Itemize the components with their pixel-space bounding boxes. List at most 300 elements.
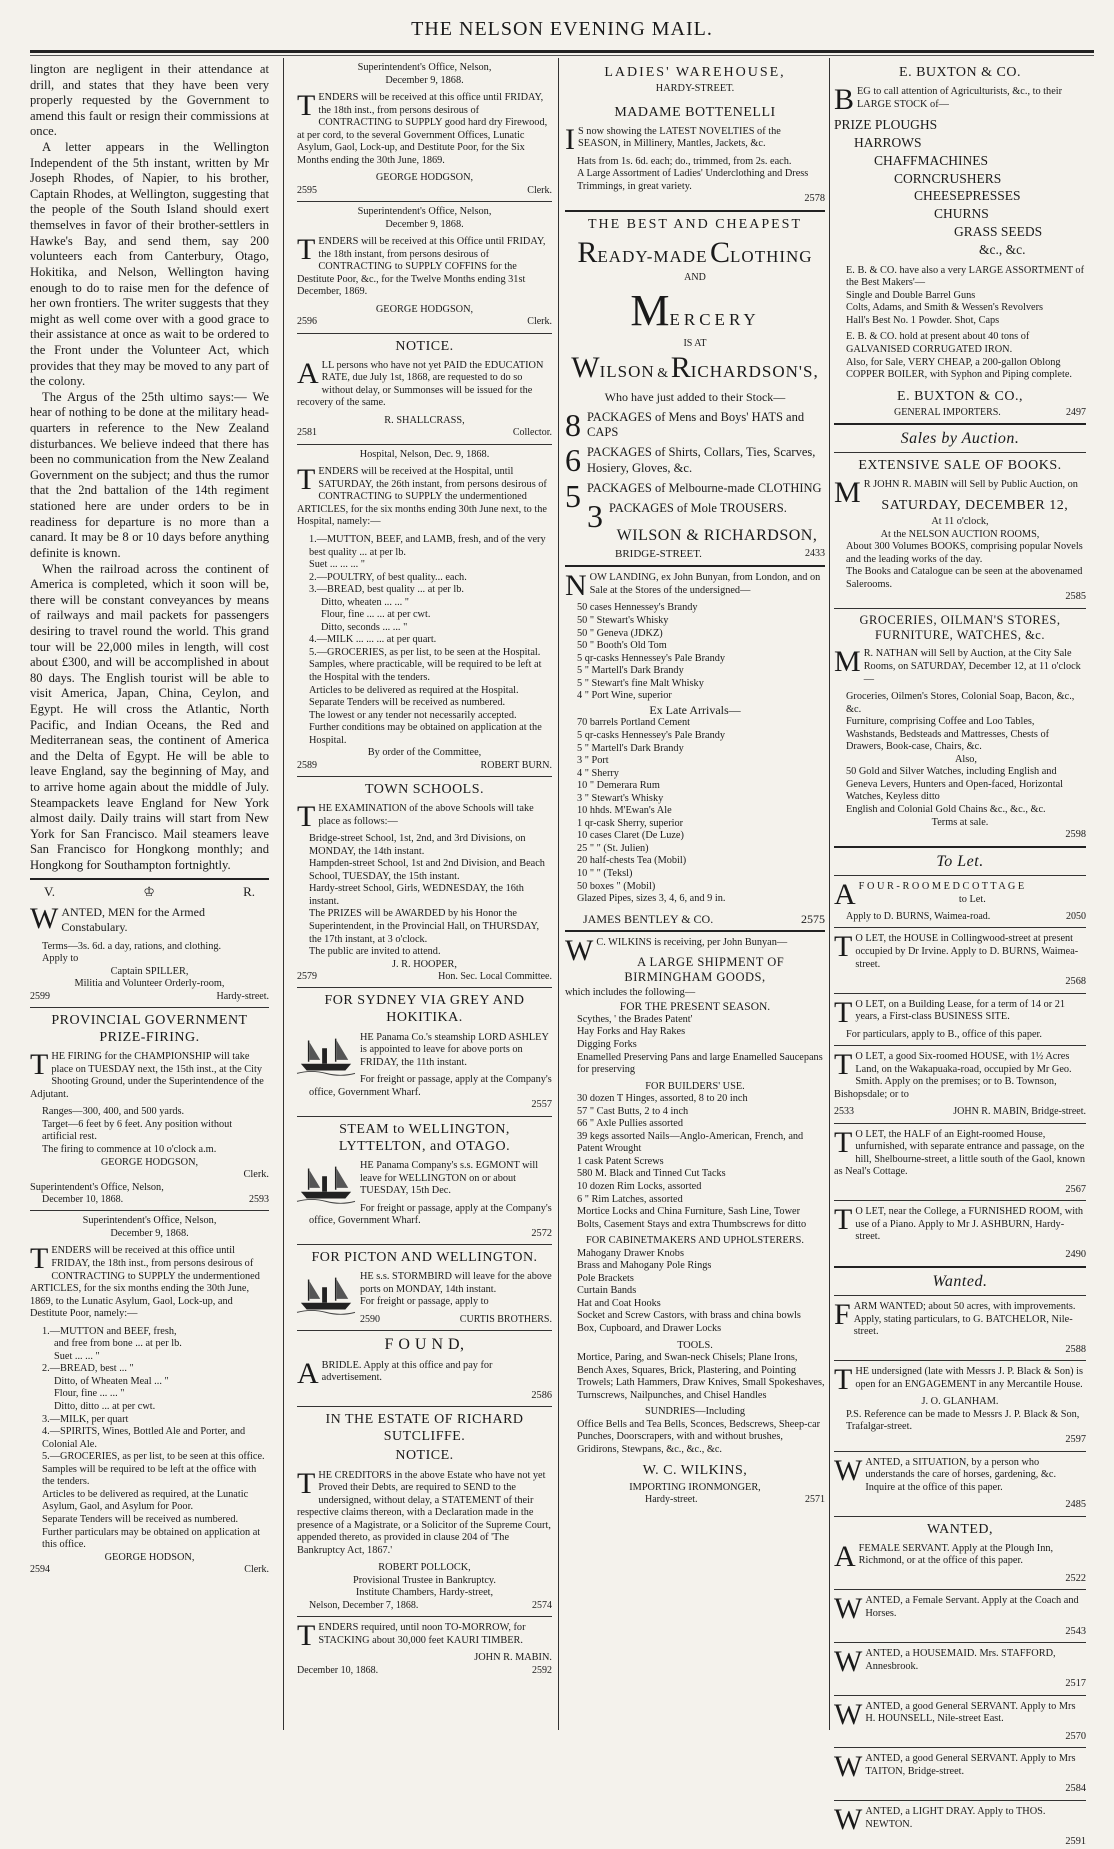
list-item: Mortice Locks and China Furniture, Sash Line, Tower Bolts, Casement Stays and extra Thumbscrews for ditto — [577, 1206, 807, 1230]
ad-ref: 2050 — [1066, 911, 1086, 923]
steamship-icon — [297, 1034, 355, 1076]
ad-body: ENDERS will be received at this office until FRIDAY, the 18th inst., from persons desirous of CONTRACTING to SUPPLY good hard dry Firewood, at per cord, to the several Government Offices, Lunatic Asylum, Gaol, Lock-up, and Destitute Poor, for the Six Months ending the 30th June, 1869. — [297, 92, 548, 166]
ad-signature: R. SHALLCRASS, — [384, 414, 465, 426]
article-paragraph: lington are negligent in their attendance at drill, and states that they have been very properly requested by the Government to amend this fault or resign their commissions at once. — [30, 62, 269, 139]
steamship-icon — [297, 1273, 355, 1315]
ad-nathan — [834, 645, 1086, 686]
column-divider — [558, 58, 559, 1730]
ad-signature: JOHN R. MABIN, Bridge-street. — [953, 1106, 1086, 1118]
list-item: &c., &c. — [979, 241, 1026, 257]
ad-madame — [565, 122, 825, 156]
ad-line: Articles to be delivered as required, at the Lunatic Asylum, Gaol, and Asylum for Poor. — [42, 1488, 249, 1513]
ad-body: EG to call attention of Agriculturists, &c., to their LARGE STOCK of— — [857, 86, 1063, 110]
ad-line: The public are invited to attend. — [309, 946, 441, 958]
list-item: 3 " Stewart's Whisky — [577, 792, 664, 804]
ad-line: About 300 Volumes BOOKS, comprising popular Novels and the leading works of the day. — [846, 541, 1083, 565]
ad-body: HE Panama Co.'s steamship LORD ASHLEY is appointed to leave for above ports on FRIDAY, the 11th instant. — [360, 1031, 549, 1068]
ad-footer — [297, 1665, 552, 1677]
divider — [297, 1406, 552, 1407]
ad-footer — [297, 427, 552, 439]
ad-ref: 2490 — [1065, 1248, 1086, 1260]
ad-line: Who have just added to their Stock— — [604, 390, 786, 405]
vr-heading — [30, 884, 269, 900]
list-item: 3.—MILK, per quart — [42, 1413, 129, 1425]
ad-signature: Captain SPILLER, — [110, 965, 189, 977]
package-item — [565, 442, 825, 479]
divider — [297, 1330, 552, 1331]
drop-cap: A — [297, 356, 319, 390]
ad-date: Nelson, December 7, 1868. — [309, 1600, 419, 1611]
ad-date: December 10, 1868. — [42, 1194, 124, 1206]
list-item: 10 " Demerara Rum — [577, 780, 660, 792]
drop-cap: T — [297, 1466, 316, 1500]
drop-cap: W — [834, 1453, 863, 1487]
ad-body: R. NATHAN will Sell by Auction, at the City Sale Rooms, on SATURDAY, December 12, at 11 o'clock— — [863, 648, 1081, 685]
list-item: 1.—MUTTON and BEEF, fresh, — [42, 1325, 177, 1337]
list-item: 20 half-chests Tea (Mobil) — [577, 855, 687, 867]
ad-body: O LET, the HALF of an Eight-roomed House, unfurnished, with separate entrance and passage, on the hill, Shelbourne-street, a little south of the Gaol, known as Neal's Cottage. — [834, 1128, 1085, 1178]
ad-footer — [297, 1600, 552, 1612]
ad-body: F O U R - R O O M E D C O T T A G E — [858, 881, 1025, 893]
ad-body: FEMALE SERVANT. Apply at the Plough Inn, Richmond, or at the office of this paper. — [858, 1542, 1054, 1567]
ad-title: FOR PICTON AND WELLINGTON. — [311, 1250, 538, 1266]
ad-title: IN THE ESTATE OF RICHARD SUTCLIFFE. — [325, 1412, 524, 1445]
list-item: 4 " Sherry — [577, 767, 619, 779]
ad-wanted — [834, 1750, 1086, 1784]
ad-body: ANTED, a LIGHT DRAY. Apply to THOS. NEWTON. — [865, 1805, 1046, 1830]
list-item: 5 " Martell's Dark Brandy — [577, 742, 684, 754]
list-item: Ditto, seconds ... ... " — [321, 621, 408, 633]
ad-body: ANTED, a good General SERVANT. Apply to Mrs H. HOUNSELL, Nile-street East. — [865, 1700, 1076, 1725]
ad-display-line — [565, 235, 825, 272]
ad-body: ANTED, MEN for the Armed Constabulary. — [61, 904, 205, 935]
ad-wanted — [834, 1645, 1086, 1679]
ad-ref: 2595 — [297, 184, 317, 196]
ad-body: ANTED, a HOUSEMAID. Mrs. STAFFORD, Annesbrook. — [865, 1648, 1056, 1672]
ad-line: The firing to commence at 10 o'clock a.m. — [42, 1144, 217, 1155]
ad-sydney-steamer — [297, 1032, 552, 1070]
list-item: Brass and Mahogany Pole Rings — [577, 1260, 712, 1272]
list-item: Hall's Best No. 1 Powder. Shot, Caps — [846, 314, 1000, 326]
article-paragraph: A letter appears in the Wellington Independent of the 5th instant, written by Mr Joseph Rhodes, of Napier, to his brother, Captain Rhodes, at Wellington, suggesting that the people of the South Island should exert themselves in favor of their brother-settlers in Hawke's Bay, and send them, say 200 volunteers each from Canterbury, Otago, Hokitika, and Nelson, Wellington having enough to do to raise men for the defence of her own frontiers. The writer suggests that they might as well come over with a good grace to their assistance at once as wait to be ordered to the Front under the Volunteer Act, which provides that they may be moved to any part of the colony. — [30, 140, 269, 389]
ad-ref: 2596 — [297, 316, 317, 328]
drop-cap: W — [834, 1592, 863, 1626]
list-item: CHEESEPRESSES — [914, 188, 1021, 204]
ad-signature: JOHN R. MABIN. — [474, 1652, 552, 1664]
list-item: Enamelled Preserving Pans and large Enamelled Saucepans for preserving — [577, 1051, 823, 1076]
divider — [834, 927, 1086, 928]
list-item: 39 kegs assorted Nails—Anglo-American, French, and Patent Wrought — [577, 1130, 804, 1155]
list-item: 66 " Axle Pullies assorted — [577, 1118, 684, 1130]
initial: W — [571, 350, 600, 384]
ad-line: Terms—3s. 6d. a day, rations, and clothing. — [42, 940, 222, 952]
ad-buxton — [834, 83, 1086, 117]
ad-signature: ROBERT BURN. — [480, 759, 552, 771]
display-word: ERCERY — [669, 309, 760, 329]
list-item: Box, Cupboard, and Drawer Locks — [577, 1323, 722, 1334]
ad-line: Clerk. — [527, 316, 552, 328]
ad-signature: E. BUXTON & CO., — [897, 388, 1023, 404]
ad-line: Collector. — [512, 427, 552, 439]
display-word: EADY-MADE — [597, 247, 708, 267]
ad-line: For freight or passage, apply to — [360, 1296, 489, 1308]
ad-footer — [360, 1314, 552, 1326]
column-2 — [297, 62, 552, 1728]
package-text: PACKAGES of Shirts, Collars, Ties, Scarves, Hosiery, Gloves, &c. — [587, 445, 816, 475]
drop-cap: W — [834, 1750, 863, 1784]
ad-cottage — [834, 878, 1086, 912]
list-item: Bridge-street School, 1st, 2nd, and 3rd Divisions, on MONDAY, the 14th instant. — [309, 833, 526, 857]
ad-line: Superintendent's Office, Nelson, — [30, 1181, 164, 1193]
list-item: Hay Forks and Hay Rakes — [577, 1026, 686, 1038]
list-item: 2.—POULTRY, of best quality... each. — [309, 571, 467, 583]
ad-ref: 2594 — [30, 1564, 50, 1576]
ad-body: BRIDLE. Apply at this office and pay for advertisement. — [321, 1359, 493, 1384]
ad-ref: 2581 — [297, 427, 317, 439]
drop-cap: T — [297, 1619, 316, 1653]
ad-display-line — [565, 284, 825, 338]
ad-signature: W. C. WILKINS, — [642, 1463, 748, 1479]
ad-subtitle: SUNDRIES—Including — [644, 1406, 746, 1418]
list-item: 1 qr-cask Sherry, superior — [577, 817, 684, 829]
ad-line: Hardy-street. — [216, 990, 269, 1002]
ad-title: WANTED, — [926, 1521, 994, 1537]
display-word: & — [657, 365, 669, 381]
ad-body: HE FIRING for the CHAMPIONSHIP will take place on TUESDAY next, the 15th inst., at the City Shooting Ground, under the Superintendence of the Adjutant. — [30, 1051, 264, 1100]
list-item: 50 cases Hennessey's Brandy — [577, 602, 698, 614]
ad-line: Institute Chambers, Hardy-street, — [355, 1587, 494, 1599]
ad-line: P.S. Reference can be made to Messrs J. P. Black & Son, Trafalgar-street. — [846, 1408, 1080, 1433]
ad-line: The PRIZES will be AWARDED by his Honor the Superintendent, in the Provincial Hall, on THURSDAY, the 17th instant, at 3 o'clock. — [309, 908, 540, 945]
list-item: CHURNS — [934, 206, 989, 222]
drop-cap: T — [30, 1048, 49, 1082]
ad-title: SATURDAY, DECEMBER 12, — [881, 498, 1069, 513]
ad-body: C. WILKINS is receiving, per John Bunyan— — [596, 937, 788, 949]
ad-date: December 9, 1868. — [110, 1227, 189, 1239]
ad-subtitle: FOR BUILDERS' USE. — [645, 1080, 745, 1092]
column-divider — [283, 58, 284, 1730]
ad-wanted-men — [30, 901, 269, 936]
ad-title: A LARGE SHIPMENT OF BIRMINGHAM GOODS, — [624, 954, 785, 985]
drop-cap: M — [834, 476, 861, 510]
ad-footer — [30, 1194, 269, 1206]
ad-title: E. BUXTON & CO. — [899, 65, 1021, 80]
ad-stormbird-steamer — [297, 1271, 552, 1309]
list-item: 6 " Rim Latches, assorted — [577, 1193, 683, 1205]
divider — [834, 846, 1086, 848]
ad-line: Separate Tenders will be received as numbered. Further particulars may be obtained on application at this office. — [42, 1513, 261, 1551]
ad-subtitle: Ex Late Arrivals— — [649, 702, 741, 717]
landing-items — [565, 602, 825, 702]
ad-line: At the NELSON AUCTION ROOMS, — [880, 528, 1040, 540]
ad-footer — [297, 760, 552, 772]
ad-body: HE CREDITORS in the above Estate who have not yet Proved their Debts, are required to SEND to the undersigned, without delay, a STATEMENT of their respective claims thereon, with a Declaration made in the presence of a Magistrate, or a Solicitor of the Supreme Court, appended thereto, as provided in clause 204 of 'The Bankruptcy Act, 1867.' — [297, 1469, 551, 1556]
list-item: 10 dozen Rim Locks, assorted — [577, 1180, 702, 1192]
ad-body: O LET, a good Six-roomed HOUSE, with 1½ Acres Land, on the Wakapuaka-road, occupied by Mr Geo. Smith. Apply on the premises; or to B. Townson, Bishopsdale; or to — [834, 1051, 1072, 1100]
ad-body: ENDERS will be received at the Hospital, until SATURDAY, the 26th instant, from persons desirous of CONTRACTING to SUPPLY the undermentioned ARTICLES, for the six months ending 30th June next, to the Hospital, namely:— — [297, 466, 547, 528]
divider — [834, 1516, 1086, 1517]
divider — [565, 930, 825, 932]
divider — [834, 1123, 1086, 1124]
list-item: Hampden-street School, 1st and 2nd Division, and Beach School, TUESDAY, the 15th instant. — [309, 858, 545, 882]
divider — [834, 423, 1086, 425]
ad-subtitle: NOTICE. — [395, 1448, 454, 1464]
list-item: CORNCRUSHERS — [894, 170, 1002, 186]
column-1 — [30, 62, 269, 1728]
ad-found — [297, 1356, 552, 1390]
list-item: HARROWS — [854, 134, 922, 150]
article-paragraph: The Argus of the 25th ultimo says:— We hear of nothing to be done at the military head-quarters in reference to the New Zealand disturbances. We believe indeed that there has been no communication from the New Zealand Government on the subject; and thus the rumor that the 2nd battalion of the 14th regiment stationed here are under orders to be in readiness for departure is no more than a canard. It may be 8 or 10 days before anything definite is known. — [30, 389, 269, 560]
season-items — [565, 1014, 825, 1077]
ad-line: Superintendent's Office, Nelson, — [82, 1215, 217, 1227]
divider — [30, 1210, 269, 1211]
list-item: Socket and Screw Castors, with brass and china bowls — [577, 1310, 801, 1322]
ad-line: For freight or passage, apply at the Company's office, Government Wharf. — [309, 1202, 552, 1227]
ad-tenders — [30, 1242, 269, 1320]
drop-cap: T — [834, 1363, 853, 1397]
list-item: 10 " " (Teksl) — [577, 868, 633, 879]
list-item: Suet ... ... " — [54, 1350, 100, 1362]
drop-cap: T — [834, 930, 853, 964]
ad-signature: CURTIS BROTHERS. — [459, 1313, 552, 1325]
package-text: PACKAGES of Melbourne-made CLOTHING — [587, 480, 822, 495]
ad-footer — [565, 548, 825, 561]
ad-wanted — [834, 1453, 1086, 1495]
initial: M — [630, 285, 670, 335]
list-item: 25 " " (St. Julien) — [577, 842, 649, 854]
ad-ref: 2598 — [1065, 829, 1086, 841]
package-item — [565, 498, 825, 535]
initial: R — [670, 350, 691, 384]
section-heading: To Let. — [936, 852, 984, 870]
list-item: 580 M. Black and Tinned Cut Tacks — [577, 1168, 726, 1180]
ad-ref: 2586 — [531, 1389, 552, 1401]
ad-footer — [834, 911, 1086, 923]
ad-signature: GEORGE HODGSON, — [100, 1156, 199, 1168]
ad-body: ENDERS required, until noon TO-MORROW, for STACKING about 30,000 feet KAURI TIMBER. — [318, 1622, 526, 1646]
ad-title: F O U N D, — [384, 1336, 465, 1354]
ad-line: Clerk. — [244, 1564, 269, 1576]
ad-wanted — [834, 1298, 1086, 1339]
drop-cap: M — [834, 645, 861, 679]
ad-line: to Let. — [958, 893, 986, 905]
list-item: 50 " Geneva (JDKZ) — [577, 627, 663, 639]
ad-ref: 2522 — [1065, 1572, 1086, 1584]
ad-line: Samples will be required to be left at the office with the tenders. — [42, 1463, 257, 1488]
ad-body: OW LANDING, ex John Bunyan, from London, and on Sale at the Stores of the undersigned— — [589, 572, 821, 596]
ad-wanted — [834, 1592, 1086, 1626]
ad-date: December 10, 1868. — [297, 1664, 379, 1676]
divider — [834, 1589, 1086, 1590]
package-count: 6 — [565, 442, 581, 479]
list-item: Suet ... ... ... " — [309, 559, 365, 571]
divider — [834, 993, 1086, 994]
ad-line: Office Bells and Tea Bells, Sconces, Bedscrews, Sheep-car Punches, Doorscrapers, with and without brushes, Gridirons, Stewpans, &c., &c., &c. — [577, 1418, 821, 1455]
ad-title: PROVINCIAL GOVERNMENT PRIZE-FIRING. — [51, 1013, 248, 1046]
display-word: ICHARDSON'S, — [690, 361, 819, 381]
list-item: and free from bone ... at per lb. — [54, 1338, 182, 1350]
ad-to-let — [834, 1048, 1086, 1101]
list-item: 1.—MUTTON, BEEF, and LAMB, fresh, and of the very best quality ... at per lb. — [309, 533, 546, 558]
ad-ref: 2589 — [297, 759, 317, 771]
ad-egmont-steamer — [297, 1160, 552, 1198]
ad-signature: JAMES BENTLEY & CO. — [583, 911, 714, 926]
ad-title: THE BEST AND CHEAPEST — [587, 216, 803, 232]
ad-line: At 11 o'clock, — [931, 516, 989, 528]
list-item: 3 " Port — [577, 755, 609, 767]
drop-cap: W — [565, 934, 594, 968]
masthead-rule-thin — [30, 55, 1094, 56]
list-item: 5 " Stewart's fine Malt Whisky — [577, 677, 704, 689]
ad-line: IS AT — [683, 337, 707, 349]
drop-cap: A — [834, 1539, 856, 1573]
divider — [297, 1616, 552, 1617]
ad-ref: 2578 — [804, 193, 825, 205]
list-item: Ditto, of Wheaten Meal ... " — [54, 1375, 169, 1387]
article-paragraph: When the railroad across the continent of America is completed, which it soon will be, there will be constant conveyances by means of railways and mail packets for passengers desiring to travel round the world. This grand tour will be 22,000 miles in length, will cost about £300, and will be accomplished in about 80 days. The English tourist will be able to visit America, Japan, China, Ceylon, and Egypt. He will cross the Atlantic, North Pacific, and Indian Oceans, the Red and Mediterranean seas, the continent of America and the Delta of Egypt. He will be able to leave England, say the beginning of May, and to arrive home again about the middle of July. Steampackets leave England for New York almost daily. Daily trains will start from New York for San Francisco. Mail steamers leave San Francisco for Hongkong monthly; and Hongkong for Southampton fortnightly. — [30, 561, 269, 873]
list-item: 2.—BREAD, best ... " — [42, 1363, 134, 1375]
ad-to-let — [834, 930, 1086, 971]
ad-signature: ROBERT POLLOCK, — [378, 1562, 471, 1574]
initial: C — [710, 236, 731, 270]
ad-signature: GEORGE HODSON, — [104, 1551, 195, 1563]
ad-ref: 2533 — [834, 1106, 854, 1118]
ad-body: HE s.s. STORMBIRD will leave for the above ports on MONDAY, 14th instant. — [360, 1271, 552, 1295]
divider — [834, 1642, 1086, 1643]
ad-prize-firing — [30, 1048, 269, 1101]
drop-cap: T — [834, 1125, 853, 1159]
ad-line: Apply to D. BURNS, Waimea-road. — [846, 911, 991, 923]
drop-cap: B — [834, 83, 855, 117]
ad-line: Articles to be delivered as required at the Hospital. — [309, 684, 519, 696]
divider — [834, 1360, 1086, 1361]
list-item: Also, — [954, 753, 978, 765]
ad-title: STEAM to WELLINGTON, LYTTELTON, and OTAGO. — [338, 1121, 511, 1154]
list-item: 50 " Booth's Old Tom — [577, 640, 667, 652]
masthead: THE NELSON EVENING MAIL. — [411, 18, 713, 40]
cabinet-items — [565, 1248, 825, 1336]
ad-body: HE undersigned (late with Messrs J. P. Black & Son) is open for an ENGAGEMENT in any Mercantile House. — [855, 1366, 1083, 1390]
section-heading: Wanted. — [932, 1272, 988, 1290]
ad-signature: GEORGE HODGSON, — [375, 172, 474, 184]
ad-ref: 2592 — [532, 1664, 552, 1676]
list-item: 5.—GROCERIES, as per list, to be seen at this office. — [42, 1451, 265, 1463]
auction-items — [834, 691, 1086, 816]
ad-ref: 2585 — [1065, 591, 1086, 603]
divider — [834, 1695, 1086, 1696]
list-item: 5.—GROCERIES, as per list, to be seen at the Hospital. — [309, 646, 541, 658]
drop-cap: T — [297, 800, 316, 834]
ad-coffin-tenders — [297, 233, 552, 299]
divider — [834, 1451, 1086, 1452]
ad-wanted — [834, 1697, 1086, 1731]
ad-ref: 2574 — [532, 1600, 552, 1611]
list-item: 57 " Cast Butts, 2 to 4 inch — [577, 1105, 689, 1117]
list-item: 70 barrels Portland Cement — [577, 717, 690, 729]
drop-cap: T — [297, 463, 316, 497]
ad-to-let — [834, 1203, 1086, 1244]
ad-estate — [297, 1466, 552, 1558]
list-item: 3.—BREAD, best quality ... at per lb. — [309, 584, 465, 596]
ad-line: Also, for Sale, VERY CHEAP, a 200-gallon Oblong COPPER BOILER, with Syphon and Piping complete. — [846, 356, 1072, 381]
ad-kauri — [297, 1619, 552, 1653]
ad-subtitle: FOR THE PRESENT SEASON. — [619, 1000, 771, 1013]
ad-body: HE Panama Company's s.s. EGMONT will leave for WELLINGTON on or about TUESDAY, 15th Dec. — [360, 1159, 539, 1197]
ad-ref: 2579 — [297, 971, 317, 983]
ad-body: ENDERS will be received at this Office until FRIDAY, the 18th instant, from persons desirous of CONTRACTING to SUPPLY COFFINS for the Destitute Poor, &c., for the Twelve Months ending 31st December, 1869. — [297, 236, 546, 298]
ad-display-line — [565, 350, 825, 387]
drop-cap: T — [297, 89, 316, 123]
divider — [30, 878, 269, 880]
ad-body: O LET, near the College, a FURNISHED ROOM, with use of a Piano. Apply to Mr J. ASHBURN, Hardy-street. — [855, 1206, 1084, 1243]
divider — [297, 987, 552, 988]
ad-ref: 2571 — [805, 1494, 825, 1506]
list-item: 4 " Port Wine, superior — [577, 690, 672, 702]
ad-footer — [297, 316, 552, 328]
list-item: Curtain Bands — [577, 1285, 637, 1297]
list-item: 50 boxes " (Mobil) — [577, 880, 656, 892]
ad-date: December 9, 1868. — [385, 218, 464, 230]
divider — [297, 201, 552, 202]
ad-line: Clerk. — [527, 184, 552, 196]
ad-title: GROCERIES, OILMAN'S STORES, FURNITURE, WATCHES, &c. — [859, 612, 1061, 643]
vr-right: R. — [243, 883, 255, 899]
ad-body: ANTED, a good General SERVANT. Apply to Mrs TAITON, Bridge-street. — [865, 1753, 1076, 1777]
column-4 — [834, 62, 1086, 1848]
ad-wanted — [834, 1363, 1086, 1397]
ad-ref: 2591 — [1065, 1836, 1086, 1848]
list-item: Ditto, wheaten ... ... " — [321, 596, 409, 608]
ad-title: NOTICE. — [395, 338, 454, 354]
divider — [834, 1800, 1086, 1801]
list-item: 4.—MILK ... ... ... at per quart. — [309, 634, 437, 646]
list-item: 50 Gold and Silver Watches, including English and Geneva Levers, Hunters and Open-faced, Horizontal Watches, Keyless ditto — [846, 766, 1063, 803]
divider — [297, 776, 552, 777]
ad-line: BRIDGE-STREET. — [615, 547, 702, 560]
ad-line: Apply to — [42, 953, 79, 965]
package-count: 8 — [565, 406, 581, 443]
divider — [297, 444, 552, 445]
display-word: ILSON — [599, 361, 655, 381]
ad-signature: J. R. HOOPER, — [392, 958, 457, 970]
drop-cap: W — [834, 1697, 863, 1731]
list-item: Single and Double Barrel Guns — [846, 289, 976, 301]
ad-footer — [834, 407, 1086, 419]
builders-items — [565, 1093, 825, 1231]
ad-line: The lowest or any tender not necessarily accepted. — [309, 709, 517, 721]
ad-to-let — [834, 1125, 1086, 1179]
masthead-rule — [30, 50, 1094, 53]
ad-line: HARDY-STREET. — [655, 83, 735, 95]
drop-cap: T — [834, 1203, 853, 1237]
late-items — [565, 717, 825, 905]
list-item: CHAFFMACHINES — [874, 152, 989, 168]
drop-cap: N — [565, 569, 587, 603]
list-item: Hat and Coat Hooks — [577, 1297, 661, 1309]
ad-line: For freight or passage, apply at the Company's office, Government Wharf. — [309, 1074, 552, 1098]
ad-ref: 2570 — [1065, 1730, 1086, 1742]
ad-body: O LET, on a Building Lease, for a term of 14 or 21 years, a First-class BUSINESS SITE. — [855, 998, 1066, 1023]
display-word: LOTHING — [730, 247, 813, 267]
list-item: GRASS SEEDS — [954, 224, 1043, 240]
divider — [834, 608, 1086, 609]
ad-ref: 2599 — [30, 990, 50, 1002]
list-item: Scythes, ' the Brades Patent' — [577, 1013, 693, 1025]
list-item: PRIZE PLOUGHS — [834, 117, 938, 133]
list-item: 5 " Martell's Dark Brandy — [577, 665, 684, 677]
ad-now-landing — [565, 569, 825, 603]
list-item: 10 cases Claret (De Luze) — [577, 830, 684, 842]
